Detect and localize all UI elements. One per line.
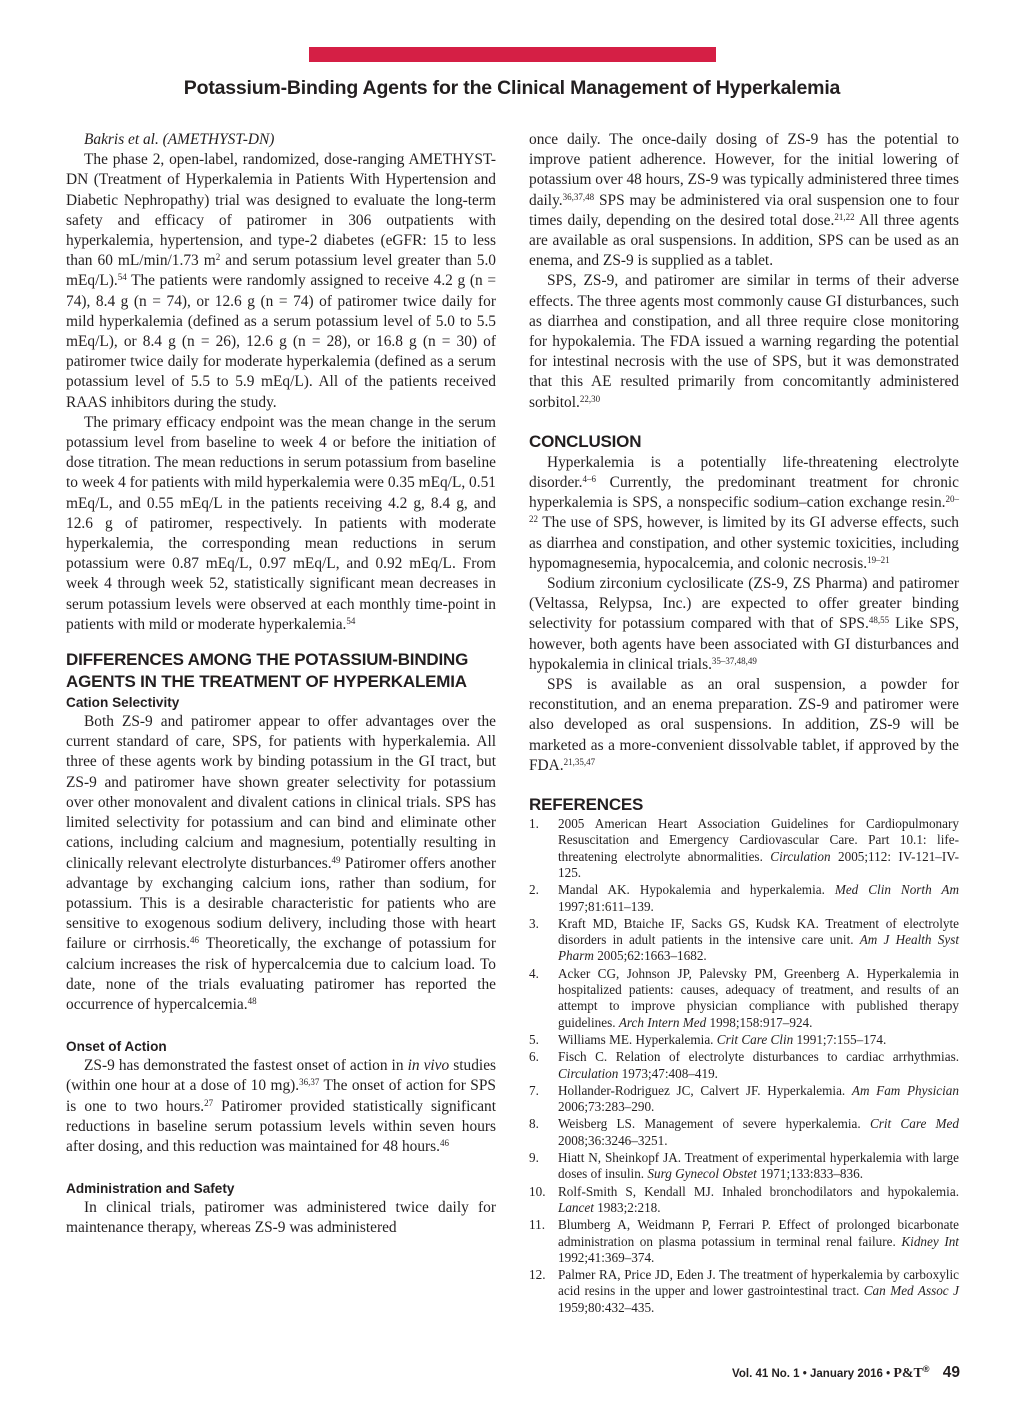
paragraph: Both ZS-9 and patiromer appear to offer advantages over the current standard of care, SPS, for patients with hyperkalemia. All three of these agents work by binding potassium in the GI tract, but ZS-9 and patiromer have shown greater selectivity for potassium over other monovalent and divalent cations in clinical trials. SPS has limited selectivity for potassium and can bind and eliminate other cations, including calcium and magnesium, potentially resulting in clinically relevant electrolyte disturbances.$^{49}$ Patiromer offers another advantage by exchanging calcium ions, rather than sodium, for potassium. This is a desirable characteristic for patients who are sensitive to exogenous sodium delivery, including those with heart failure or cirrhosis.$^{46}$ Theoretically, the exchange of potassium for calcium increases the risk of hypercalcemia due to calcium load. To date, none of the trials evaluating patiromer has reported the occurrence of hypercalcemia.$^{48}$ bbox=[66, 713, 496, 1013]
left-column bbox=[66, 130, 496, 1239]
reference-item: 10. Rolf-Smith S, Kendall MJ. Inhaled bronchodilators and hypokalemia. Lancet 1983;2:218. bbox=[529, 1183, 959, 1215]
study-heading: Bakris et al. (AMETHYST-DN) bbox=[84, 131, 275, 148]
reference-item: 3. Kraft MD, Btaiche IF, Sacks GS, Kudsk KA. Treatment of electrolyte disorders in adult patients in the intensive care unit. Am J Health Syst Pharm 2005;62:1663–1682. bbox=[529, 915, 959, 964]
page-number: 49 bbox=[942, 1364, 960, 1381]
subsection-heading-cation: Cation Selectivity bbox=[66, 695, 180, 711]
paragraph: SPS is available as an oral suspension, a powder for reconstitution, and an enema preparation. ZS-9 and patiromer were also developed as oral suspensions. In addition, ZS-9 will be marketed as a more-convenient dissolvable tablet, if approved by the FDA.$^{21,35,47}$ bbox=[529, 676, 959, 774]
footer-separator: • bbox=[802, 1368, 807, 1380]
reference-item: 9. Hiatt N, Sheinkopf JA. Treatment of experimental hyperkalemia with large doses of insulin. Surg Gynecol Obstet 1971;133:833–836. bbox=[529, 1150, 959, 1182]
footer-registered-mark: ® bbox=[922, 1364, 930, 1374]
paragraph: In clinical trials, patiromer was administered twice daily for maintenance therapy, whereas ZS-9 was administered bbox=[66, 1199, 496, 1237]
paragraph: SPS, ZS-9, and patiromer are similar in terms of their adverse effects. The three agents most commonly cause GI disturbances, such as diarrhea and constipation, and all three require close monitoring for hypokalemia. The FDA issued a warning regarding the potential for intestinal necrosis with the use of SPS, but it was demonstrated that this AE resulted primarily from concomitantly administered sorbitol.$^{22,30}$ bbox=[529, 272, 959, 411]
section-heading-differences: DIFFERENCES AMONG THE POTASSIUM-BINDING AGENTS IN THE TREATMENT OF HYPERKALEMIA bbox=[66, 650, 469, 692]
reference-list bbox=[529, 816, 959, 1316]
footer-separator: • bbox=[886, 1368, 891, 1380]
subsection-heading-admin: Administration and Safety bbox=[66, 1181, 235, 1197]
footer-issue: Vol. 41 No. 1 bbox=[732, 1368, 800, 1380]
reference-item: 8. Weisberg LS. Management of severe hyperkalemia. Crit Care Med 2008;36:3246–3251. bbox=[529, 1116, 959, 1148]
section-heading-references: REFERENCES bbox=[529, 795, 644, 815]
footer-journal: P&T bbox=[893, 1366, 923, 1381]
reference-item: 11. Blumberg A, Weidmann P, Ferrari P. Effect of prolonged bicarbonate administration on plasma potassium in terminal renal failure. Kidney Int 1992;41:369–374. bbox=[529, 1217, 959, 1265]
page-footer bbox=[700, 1364, 960, 1382]
footer-date: January 2016 bbox=[810, 1368, 883, 1380]
paragraph: The phase 2, open-label, randomized, dose-ranging AMETHYST-DN (Treatment of Hyperkalemia in Patients With Hypertension and Diabetic Nephropathy) trial was designed to evaluate the long-term safety and efficacy of patiromer in 306 outpatients with hyperkalemia, hypertension, and type-2 diabetes (eGFR: 15 to less than 60 mL/min/1.73 $m^2$ and serum potassium level greater than 5.0 mEq/L).$^{54}$ The patients were randomly assigned to receive 4.2 g (n = 74), 8.4 g (n = 74), or 12.6 g (n = 74) of patiromer twice daily for mild hyperkalemia (defined as a serum potassium level of 5.0 to 5.5 mEq/L), or 8.4 g (n = 26), 12.6 g (n = 28), or 16.8 g (n = 30) of patiromer twice daily for moderate hyperkalemia (defined as a serum potassium level of 5.5 to 5.9 mEq/L). All of the patients received RAAS inhibitors during the study. bbox=[66, 151, 496, 411]
reference-item: 1. 2005 American Heart Association Guidelines for Cardiopulmonary Resuscitation and Emergency Cardiovascular Care. Part 10.1: life-threatening electrolyte abnormalities. Circulation 2005;112: IV-121–IV-125. bbox=[529, 816, 959, 880]
subsection-heading-onset: Onset of Action bbox=[66, 1039, 167, 1055]
paragraph: once daily. The once-daily dosing of ZS-9 has the potential to improve patient adherence. However, for the initial lowering of potassium over 48 hours, ZS-9 was typically administered three times daily.$^{36,37,48}$ SPS may be administered via oral suspension one to four times daily, depending on the desired total dose.$^{21,22}$ All three agents are available as oral suspensions. In addition, SPS can be used as an enema, and ZS-9 is supplied as a tablet. bbox=[529, 131, 960, 270]
paragraph: ZS-9 has demonstrated the fastest onset of action in in vivo studies (within one hour at a dose of 10 mg).$^{36,37}$ The onset of action for SPS is one to two hours.$^{27}$ Patiromer provided statistically significant reductions in baseline serum potassium levels within seven hours after dosing, and this reduction was maintained for 48 hours.$^{46}$ bbox=[66, 1057, 497, 1155]
paragraph: Hyperkalemia is a potentially life-threatening electrolyte disorder.$^{4-6}$ Currently, the predominant treatment for chronic hyperkalemia is SPS, a nonspecific sodium–cation exchange resin.$^{20-22}$ The use of SPS, however, is limited by its GI adverse effects, such as diarrhea and constipation, and other systemic toxicities, including hypomagnesemia, hypocalcemia, and colonic necrosis.$^{19-21}$ bbox=[529, 453, 959, 572]
right-column bbox=[529, 130, 959, 1317]
reference-item: 5. Williams ME. Hyperkalemia. Crit Care Clin 1991;7:155–174. bbox=[529, 1031, 887, 1047]
reference-item: 2. Mandal AK. Hypokalemia and hyperkalemia. Med Clin North Am 1997;81:611–139. bbox=[529, 882, 959, 914]
paragraph: Sodium zirconium cyclosilicate (ZS-9, ZS Pharma) and patiromer (Veltassa, Relypsa, Inc.) are expected to offer greater binding selectivity for potassium compared with that of SPS.$^{48,55}$ Like SPS, however, both agents have been associated with GI disturbances and hypokalemia in clinical trials.$^{35-37,48,49}$ bbox=[529, 575, 959, 673]
reference-item: 4. Acker CG, Johnson JP, Palevsky PM, Greenberg A. Hyperkalemia in hospitalized patients: causes, adequacy of treatment, and results of an attempt to improve physician compliance with published therapy guidelines. Arch Intern Med 1998;158:917–924. bbox=[529, 965, 959, 1030]
page-title: Potassium-Binding Agents for the Clinical Management of Hyperkalemia bbox=[183, 77, 841, 99]
reference-item: 7. Hollander-Rodriguez JC, Calvert JF. Hyperkalemia. Am Fam Physician 2006;73:283–290. bbox=[529, 1082, 959, 1115]
paragraph: The primary efficacy endpoint was the mean change in the serum potassium level from baseline to week 4 or before the initiation of dose titration. The mean reductions in serum potassium from baseline to week 4 for patients with mild hyperkalemia were 0.35 mEq/L, 0.51 mEq/L, and 0.55 mEq/L in the patients receiving 4.2 g, 8.4 g, and 12.6 g of patiromer, respectively. In patients with moderate hyperkalemia, the corresponding mean reductions in serum potassium were 0.87 mEq/L, 0.97 mEq/L, and 0.92 mEq/L. From week 4 through week 52, statistically significant mean decreases in serum potassium levels were observed at each monthly time-point in patients with mild or moderate hyperkalemia.$^{54}$ bbox=[66, 413, 496, 633]
header-accent-bar bbox=[309, 47, 716, 62]
reference-item: 12. Palmer RA, Price JD, Eden J. The treatment of hyperkalemia by carboxylic acid resins in the upper and lower gastrointestinal tract. Can Med Assoc J 1959;80:432–435. bbox=[529, 1267, 959, 1315]
section-heading-conclusion: CONCLUSION bbox=[529, 431, 642, 451]
reference-item: 6. Fisch C. Relation of electrolyte disturbances to cardiac arrhythmias. Circulation 1973;47:408–419. bbox=[529, 1049, 959, 1081]
